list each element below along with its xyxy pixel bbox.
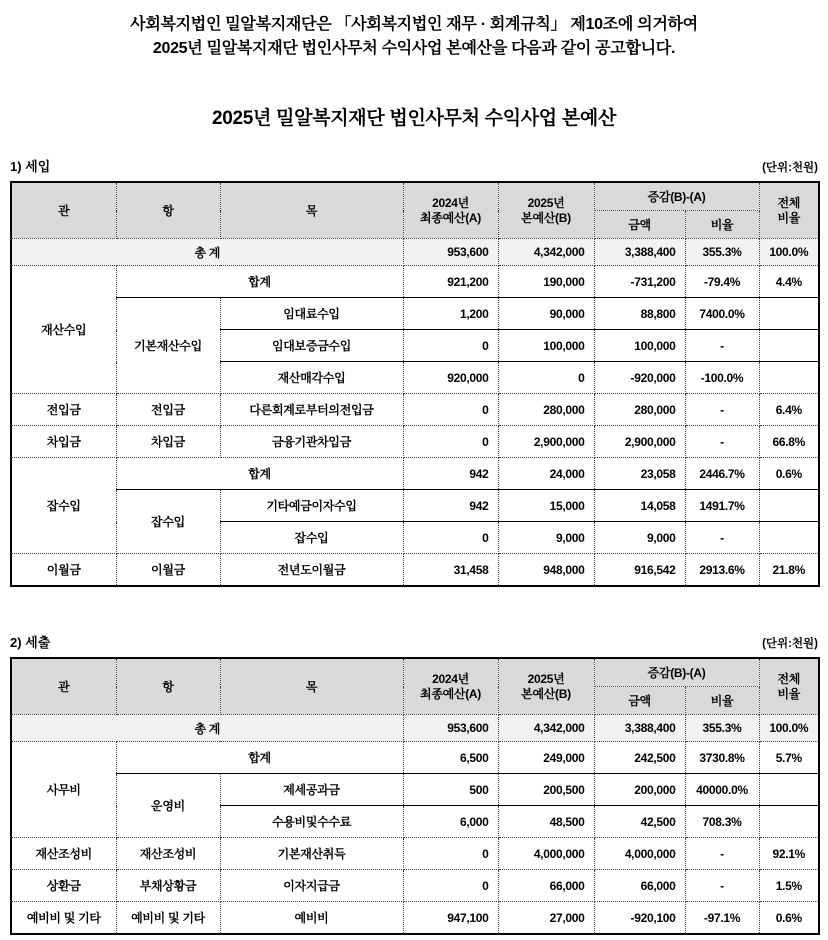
col-header-2024-line1: 2024년 [432,195,469,210]
col-header-change-rate: 비율 [685,687,759,715]
table-row [11,838,819,870]
col-header-2024 [403,658,498,715]
announcement-intro [0,0,828,61]
cell-2025: 0 [498,362,594,394]
col-header-mok: 목 [220,182,403,239]
table-row [11,554,819,587]
col-header-gwan: 관 [11,658,116,715]
col-header-2024 [403,182,498,239]
cell-2024: 0 [403,870,498,902]
cell-gwan: 차입금 [11,426,116,458]
cell-share [759,490,819,522]
cell-2025: 280,000 [498,394,594,426]
cell-2025: 15,000 [498,490,594,522]
cell-subtotal-label: 합계 [116,742,403,774]
cell-total-label: 총 계 [11,239,403,266]
col-header-2025-line1: 2025년 [527,195,565,210]
col-header-share-line2: 비율 [777,210,801,225]
cell-diff-rate: 2446.7% [685,458,759,490]
cell-subtotal-label: 합계 [116,458,403,490]
table-row [11,266,819,298]
cell-share: 5.7% [759,742,819,774]
cell-gwan: 사무비 [11,742,116,838]
cell-share: 0.6% [759,458,819,490]
cell-mok: 기타예금이자수입 [220,490,403,522]
col-header-hang: 항 [116,658,220,715]
col-header-change-amount: 금액 [594,211,685,239]
col-header-mok: 목 [220,658,403,715]
cell-diff-amount: 916,542 [594,554,685,587]
cell-gwan: 상환금 [11,870,116,902]
cell-2024: 6,000 [403,806,498,838]
cell-gwan: 잡수입 [11,458,116,554]
revenue-header-row-1 [11,182,819,211]
cell-mok: 제세공과금 [220,774,403,806]
revenue-section-head [10,156,818,175]
cell-2025: 66,000 [498,870,594,902]
cell-total-share: 100.0% [759,239,819,266]
announcement-intro-line1: 사회복지법인 밀알복지재단은 「사회복지법인 재무 · 회계규칙」 제10조에 의거하여 [130,16,698,33]
cell-2025: 100,000 [498,330,594,362]
cell-diff-amount: 200,000 [594,774,685,806]
cell-gwan: 이월금 [11,554,116,587]
cell-diff-amount: 100,000 [594,330,685,362]
cell-2025: 190,000 [498,266,594,298]
cell-diff-rate: -100.0% [685,362,759,394]
col-header-change-amount: 금액 [594,687,685,715]
cell-mok: 예비비 [220,902,403,935]
cell-hang: 예비비 및 기타 [116,902,220,935]
cell-diff-amount: 9,000 [594,522,685,554]
expenditure-unit-label: (단위:천원) [762,638,818,650]
cell-mok: 재산매각수입 [220,362,403,394]
col-header-gwan: 관 [11,182,116,239]
cell-2025: 200,500 [498,774,594,806]
col-header-2025-line2: 본예산(B) [521,210,571,225]
cell-mok: 다른회계로부터의전입금 [220,394,403,426]
cell-total-label: 총 계 [11,715,403,742]
cell-diff-rate: -79.4% [685,266,759,298]
cell-share [759,298,819,330]
table-row [11,394,819,426]
cell-total-rate: 355.3% [685,715,759,742]
cell-2024: 1,200 [403,298,498,330]
cell-diff-amount: 280,000 [594,394,685,426]
cell-diff-rate: 2913.6% [685,554,759,587]
col-header-change-rate: 비율 [685,211,759,239]
cell-2024: 31,458 [403,554,498,587]
cell-total-share: 100.0% [759,715,819,742]
cell-hang: 잡수입 [116,490,220,554]
cell-hang: 기본재산수입 [116,298,220,394]
cell-2024: 0 [403,522,498,554]
cell-hang: 부채상황금 [116,870,220,902]
col-header-share-line2: 비율 [777,686,801,701]
cell-diff-rate: 7400.0% [685,298,759,330]
col-header-share-line1: 전체 [777,671,801,686]
cell-hang: 재산조성비 [116,838,220,870]
cell-diff-rate: 40000.0% [685,774,759,806]
col-header-2025 [498,658,594,715]
cell-mok: 임대보증금수입 [220,330,403,362]
cell-total-2025: 4,342,000 [498,715,594,742]
cell-2024: 920,000 [403,362,498,394]
cell-share [759,774,819,806]
expenditure-section-head [10,632,818,651]
cell-2025: 948,000 [498,554,594,587]
col-header-share [759,658,819,715]
cell-subtotal-label: 합계 [116,266,403,298]
cell-diff-amount: 242,500 [594,742,685,774]
cell-total-2025: 4,342,000 [498,239,594,266]
table-row [11,902,819,935]
col-header-2025 [498,182,594,239]
cell-total-2024: 953,600 [403,715,498,742]
revenue-table [10,181,820,587]
cell-share: 1.5% [759,870,819,902]
cell-2024: 0 [403,838,498,870]
table-row [11,426,819,458]
cell-diff-amount: -920,000 [594,362,685,394]
cell-hang: 전입금 [116,394,220,426]
col-header-share-line1: 전체 [777,195,801,210]
cell-diff-amount: 4,000,000 [594,838,685,870]
cell-share: 66.8% [759,426,819,458]
cell-total-rate: 355.3% [685,239,759,266]
cell-diff-rate: -97.1% [685,902,759,935]
cell-diff-rate: - [685,394,759,426]
cell-hang: 운영비 [116,774,220,838]
cell-diff-amount: -731,200 [594,266,685,298]
cell-diff-amount: 66,000 [594,870,685,902]
cell-share [759,806,819,838]
cell-diff-amount: 2,900,000 [594,426,685,458]
cell-mok: 이자지급금 [220,870,403,902]
cell-diff-amount: 14,058 [594,490,685,522]
cell-2024: 0 [403,330,498,362]
col-header-share [759,182,819,239]
cell-2025: 48,500 [498,806,594,838]
revenue-unit-label: (단위:천원) [762,162,818,174]
cell-diff-amount: 23,058 [594,458,685,490]
cell-diff-rate: - [685,838,759,870]
cell-diff-rate: - [685,426,759,458]
table-row [11,742,819,774]
cell-diff-amount: -920,100 [594,902,685,935]
cell-2024: 942 [403,490,498,522]
expenditure-total-row [11,715,819,742]
table-row [11,870,819,902]
cell-diff-rate: 1491.7% [685,490,759,522]
cell-2024: 947,100 [403,902,498,935]
cell-2025: 249,000 [498,742,594,774]
cell-gwan: 재산조성비 [11,838,116,870]
cell-2024: 0 [403,426,498,458]
cell-diff-rate: - [685,330,759,362]
cell-2025: 2,900,000 [498,426,594,458]
cell-2024: 500 [403,774,498,806]
col-header-hang: 항 [116,182,220,239]
cell-mok: 전년도이월금 [220,554,403,587]
cell-mok: 수용비및수수료 [220,806,403,838]
col-header-2024-line2: 최종예산(A) [420,686,481,701]
cell-share [759,330,819,362]
cell-2024: 921,200 [403,266,498,298]
revenue-total-row [11,239,819,266]
cell-2025: 90,000 [498,298,594,330]
cell-gwan: 재산수입 [11,266,116,394]
col-header-2024-line1: 2024년 [432,671,469,686]
cell-share: 92.1% [759,838,819,870]
cell-mok: 잡수입 [220,522,403,554]
cell-share: 6.4% [759,394,819,426]
cell-diff-amount: 88,800 [594,298,685,330]
cell-diff-rate: 3730.8% [685,742,759,774]
cell-total-2024: 953,600 [403,239,498,266]
col-header-change: 증감(B)-(A) [594,658,759,687]
table-row [11,458,819,490]
cell-mok: 기본재산취득 [220,838,403,870]
col-header-2025-line2: 본예산(B) [521,686,571,701]
revenue-section-label: 1) 세입 [10,159,51,174]
cell-hang: 차입금 [116,426,220,458]
page-title: 2025년 밀알복지재단 법인사무처 수익사업 본예산 [211,108,616,129]
expenditure-table [10,657,820,935]
cell-2025: 4,000,000 [498,838,594,870]
cell-diff-amount: 42,500 [594,806,685,838]
cell-share [759,362,819,394]
cell-2025: 9,000 [498,522,594,554]
cell-mok: 금융기관차입금 [220,426,403,458]
col-header-2025-line1: 2025년 [527,671,565,686]
cell-gwan: 전입금 [11,394,116,426]
expenditure-header-row-1 [11,658,819,687]
table-row [11,490,819,522]
expenditure-section-label: 2) 세출 [10,635,51,650]
cell-total-diff: 3,388,400 [594,239,685,266]
cell-2025: 27,000 [498,902,594,935]
cell-total-diff: 3,388,400 [594,715,685,742]
cell-mok: 임대료수입 [220,298,403,330]
cell-diff-rate: - [685,522,759,554]
cell-diff-rate: - [685,870,759,902]
cell-share: 4.4% [759,266,819,298]
cell-share: 0.6% [759,902,819,935]
table-row [11,298,819,330]
table-row [11,774,819,806]
announcement-intro-line2: 2025년 밀알복지재단 법인사무처 수익사업 본예산을 다음과 같이 공고합니다. [152,40,676,57]
cell-gwan: 예비비 및 기타 [11,902,116,935]
cell-2024: 6,500 [403,742,498,774]
cell-hang: 이월금 [116,554,220,587]
cell-2024: 942 [403,458,498,490]
cell-diff-rate: 708.3% [685,806,759,838]
cell-2024: 0 [403,394,498,426]
cell-2025: 24,000 [498,458,594,490]
cell-share [759,522,819,554]
col-header-2024-line2: 최종예산(A) [420,210,481,225]
cell-share: 21.8% [759,554,819,587]
col-header-change: 증감(B)-(A) [594,182,759,211]
